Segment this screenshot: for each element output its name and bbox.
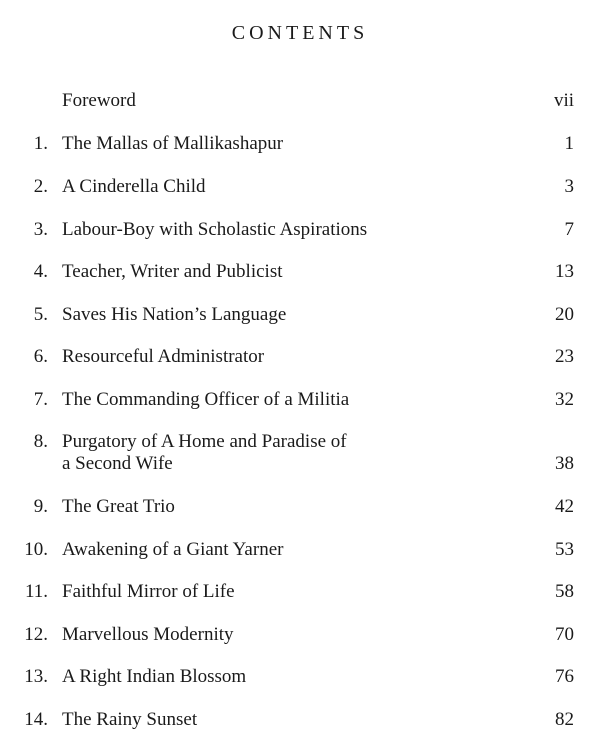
- toc-entry-title: The Rainy Sunset: [62, 709, 198, 730]
- toc-entry-title: The Commanding Officer of a Militia: [62, 389, 350, 410]
- toc-entry-number: 4.: [33, 261, 48, 282]
- toc-entry-title: A Cinderella Child: [62, 176, 206, 197]
- toc-entry-title: The Mallas of Mallikashapur: [62, 133, 284, 154]
- toc-entry-title: Marvellous Modernity: [62, 624, 234, 645]
- toc-entry-title: Purgatory of A Home and Paradise of: [62, 431, 347, 452]
- toc-entry-title-line2: a Second Wife: [62, 453, 173, 474]
- toc-entry-title: A Right Indian Blossom: [62, 666, 247, 687]
- toc-entry-number: 12.: [24, 624, 48, 645]
- toc-entry-number: 7.: [33, 389, 48, 410]
- toc-entry-number: 10.: [24, 539, 48, 560]
- toc-entry-page: 23: [555, 346, 574, 367]
- toc-entry-title: Resourceful Administrator: [62, 346, 265, 367]
- toc-entry-number: 3.: [33, 219, 48, 240]
- toc-entry-number: 9.: [33, 496, 48, 517]
- toc-entry-page: 1: [564, 133, 574, 154]
- toc-entry-page: 58: [555, 581, 574, 602]
- toc-entry-page: 76: [555, 666, 574, 687]
- toc-entry-page: 53: [555, 539, 574, 560]
- toc-entry-page: 20: [555, 304, 574, 325]
- toc-entry-title: Awakening of a Giant Yarner: [62, 539, 284, 560]
- page-title: CONTENTS: [231, 22, 369, 44]
- toc-entry-page: vii: [553, 90, 574, 111]
- toc-entry-number: 8.: [33, 431, 48, 452]
- toc-entry-page: 38: [555, 453, 574, 474]
- toc-entry-page: 70: [555, 624, 574, 645]
- toc-entry-title: Labour-Boy with Scholastic Aspirations: [62, 219, 368, 240]
- toc-entry-title: Faithful Mirror of Life: [62, 581, 235, 602]
- toc-entry-title: The Great Trio: [62, 496, 175, 517]
- toc-entry-title: Saves His Nation’s Language: [62, 304, 287, 325]
- toc-entry-page: 7: [564, 219, 574, 240]
- toc-entry-number: 5.: [33, 304, 48, 325]
- toc-entry-number: 11.: [24, 581, 48, 602]
- toc-entry-number: 2.: [33, 176, 48, 197]
- toc-entry-title: Foreword: [62, 90, 136, 111]
- toc-entry-number: 6.: [33, 346, 48, 367]
- toc-entry-page: 42: [555, 496, 574, 517]
- toc-entry-page: 82: [555, 709, 574, 730]
- toc-entry-title: Teacher, Writer and Publicist: [62, 261, 283, 282]
- toc-entry-number: 14.: [24, 709, 48, 730]
- toc-entry-page: 13: [555, 261, 574, 282]
- toc-entry-number: 1.: [33, 133, 48, 154]
- toc-entry-page: 3: [564, 176, 574, 197]
- toc-entry-number: 13.: [24, 666, 48, 687]
- toc-entry-page: 32: [555, 389, 574, 410]
